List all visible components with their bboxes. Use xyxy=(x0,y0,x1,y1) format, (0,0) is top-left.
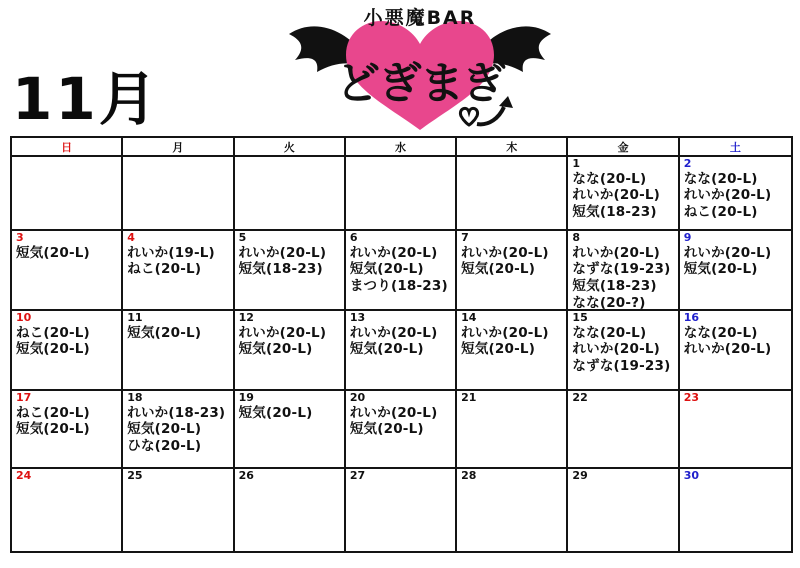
week-row-3 xyxy=(12,311,791,391)
day-number: 23 xyxy=(683,391,700,404)
day-number: 3 xyxy=(16,231,24,244)
weekday-header-金: 金 xyxy=(568,138,679,155)
schedule-entry: ねこ(20-L) xyxy=(16,404,90,421)
day-cell-19 xyxy=(235,391,346,467)
schedule-entry: 短気(20-L) xyxy=(238,341,313,358)
schedule-entry: ねこ(20-L) xyxy=(16,324,90,341)
day-number: 15 xyxy=(572,311,588,324)
schedule-entry: 短気(20-L) xyxy=(349,261,424,278)
schedule-entry: 短気(20-L) xyxy=(238,404,313,421)
day-cell-17 xyxy=(12,391,123,467)
day-cell-1 xyxy=(568,157,679,229)
day-cell-7 xyxy=(457,231,568,309)
day-number: 30 xyxy=(683,469,700,482)
day-number xyxy=(350,158,452,170)
bar-logo xyxy=(283,0,557,136)
day-number: 13 xyxy=(349,311,366,324)
day-number: 1 xyxy=(572,157,581,170)
day-cell-2 xyxy=(680,157,791,229)
day-number: 26 xyxy=(238,469,254,482)
day-number: 2 xyxy=(683,157,692,170)
schedule-entry: 短気(20-L) xyxy=(461,341,536,358)
day-cell-empty xyxy=(12,157,123,229)
day-number: 17 xyxy=(16,391,32,404)
schedule-entry: 短気(18-23) xyxy=(572,204,657,221)
tail-line-icon xyxy=(477,107,504,124)
day-cell-30 xyxy=(680,469,791,551)
schedule-entry: なな(20-?) xyxy=(572,294,646,309)
schedule-entry: れいか(20-L) xyxy=(683,341,772,358)
schedule-entry: れいか(20-L) xyxy=(349,244,438,261)
schedule-entry: 短気(20-L) xyxy=(683,261,758,278)
weekday-header-月: 月 xyxy=(123,138,234,155)
day-cell-20 xyxy=(346,391,457,467)
day-cell-23 xyxy=(680,391,791,467)
schedule-entry: れいか(20-L) xyxy=(238,324,327,341)
schedule-entry: なな(20-L) xyxy=(683,170,758,187)
day-number: 14 xyxy=(461,311,477,324)
day-cell-8 xyxy=(568,231,679,309)
day-cell-26 xyxy=(235,469,346,551)
weekday-header-水: 水 xyxy=(346,138,457,155)
bar-logo-name: どぎまぎ xyxy=(336,58,504,109)
schedule-entry: なな(20-L) xyxy=(572,170,647,187)
day-number: 20 xyxy=(349,391,366,404)
day-cell-24 xyxy=(12,469,123,551)
schedule-entry: 短気(18-23) xyxy=(572,278,657,295)
schedule-entry: ねこ(20-L) xyxy=(683,204,758,221)
day-number: 18 xyxy=(127,391,143,404)
schedule-entry: れいか(19-L) xyxy=(127,244,215,261)
schedule-entry: 短気(20-L) xyxy=(349,341,424,358)
schedule-entry: れいか(20-L) xyxy=(461,244,549,261)
schedule-entry: 短気(20-L) xyxy=(461,261,536,278)
day-cell-empty xyxy=(457,157,568,229)
day-cell-6 xyxy=(346,231,457,309)
weekday-header-土: 土 xyxy=(729,140,741,154)
schedule-entry: れいか(20-L) xyxy=(238,244,327,261)
day-number: 24 xyxy=(16,469,32,482)
weekday-header-火: 火 xyxy=(235,138,346,155)
day-number: 12 xyxy=(238,311,254,324)
schedule-entry: れいか(20-L) xyxy=(572,187,661,204)
schedule-entry: なな(20-L) xyxy=(683,324,758,341)
day-cell-18 xyxy=(123,391,234,467)
day-number: 5 xyxy=(238,231,247,244)
day-number: 11 xyxy=(127,311,143,324)
day-number: 8 xyxy=(572,231,581,244)
schedule-entry: 短気(20-L) xyxy=(16,421,90,438)
schedule-entry: 短気(20-L) xyxy=(16,341,90,358)
day-cell-29 xyxy=(568,469,679,551)
weekday-header-row xyxy=(12,138,791,157)
day-number: 27 xyxy=(349,469,366,482)
week-row-4 xyxy=(12,391,791,469)
day-cell-empty xyxy=(123,157,234,229)
schedule-entry: 短気(20-L) xyxy=(16,244,90,261)
weekday-header-木: 木 xyxy=(457,138,568,155)
day-cell-15 xyxy=(568,311,679,389)
day-cell-11 xyxy=(123,311,234,389)
weekday-header-日: 日 xyxy=(12,138,123,155)
day-cell-16 xyxy=(680,311,791,389)
day-cell-25 xyxy=(123,469,234,551)
schedule-entry: れいか(20-L) xyxy=(572,244,661,261)
schedule-entry: まつり(18-23) xyxy=(349,278,448,295)
schedule-entry: れいか(20-L) xyxy=(683,244,772,261)
day-cell-3 xyxy=(12,231,123,309)
schedule-entry: なずな(19-23) xyxy=(572,358,671,375)
schedule-entry: れいか(20-L) xyxy=(572,341,661,358)
schedule-entry: ねこ(20-L) xyxy=(127,261,202,278)
schedule-entry: れいか(20-L) xyxy=(461,324,549,341)
schedule-entry: れいか(20-L) xyxy=(683,187,772,204)
day-number: 19 xyxy=(238,391,254,404)
day-number: 4 xyxy=(127,231,135,244)
schedule-entry: なずな(19-23) xyxy=(572,261,671,278)
bar-logo-graphic xyxy=(283,14,557,136)
week-row-2 xyxy=(12,231,791,311)
day-cell-12 xyxy=(235,311,346,389)
schedule-entry: れいか(20-L) xyxy=(349,404,438,421)
day-number: 7 xyxy=(461,231,469,244)
schedule-entry: 短気(18-23) xyxy=(238,261,323,278)
calendar-table xyxy=(10,136,793,553)
day-cell-27 xyxy=(346,469,457,551)
day-cell-14 xyxy=(457,311,568,389)
day-number: 16 xyxy=(683,311,700,324)
day-cell-4 xyxy=(123,231,234,309)
day-number xyxy=(127,158,229,170)
day-number: 25 xyxy=(127,469,143,482)
calendar-body xyxy=(12,157,791,551)
day-number: 6 xyxy=(349,231,358,244)
day-number: 10 xyxy=(16,311,32,324)
day-cell-21 xyxy=(457,391,568,467)
schedule-entry: れいか(18-23) xyxy=(127,404,226,421)
day-cell-28 xyxy=(457,469,568,551)
day-cell-9 xyxy=(680,231,791,309)
bar-logo-subtitle: 小悪魔BAR xyxy=(363,7,477,29)
schedule-entry: 短気(20-L) xyxy=(127,421,202,438)
week-row-5 xyxy=(12,469,791,551)
day-cell-10 xyxy=(12,311,123,389)
schedule-entry: 短気(20-L) xyxy=(127,324,202,341)
schedule-entry: れいか(20-L) xyxy=(349,324,438,341)
day-cell-empty xyxy=(346,157,457,229)
day-cell-5 xyxy=(235,231,346,309)
day-number: 9 xyxy=(683,231,692,244)
day-number: 28 xyxy=(461,469,477,482)
day-cell-empty xyxy=(235,157,346,229)
day-number xyxy=(239,158,341,170)
schedule-entry: なな(20-L) xyxy=(572,324,647,341)
day-number: 29 xyxy=(572,469,588,482)
day-number: 21 xyxy=(461,391,477,404)
day-number xyxy=(16,158,118,170)
day-number: 22 xyxy=(572,391,588,404)
schedule-entry: 短気(20-L) xyxy=(349,421,424,438)
schedule-entry: ひな(20-L) xyxy=(127,438,202,455)
day-cell-13 xyxy=(346,311,457,389)
day-number xyxy=(461,158,563,170)
day-cell-22 xyxy=(568,391,679,467)
week-row-1 xyxy=(12,157,791,231)
month-title: 11月 xyxy=(12,65,160,133)
tail-heart-icon xyxy=(460,108,477,125)
